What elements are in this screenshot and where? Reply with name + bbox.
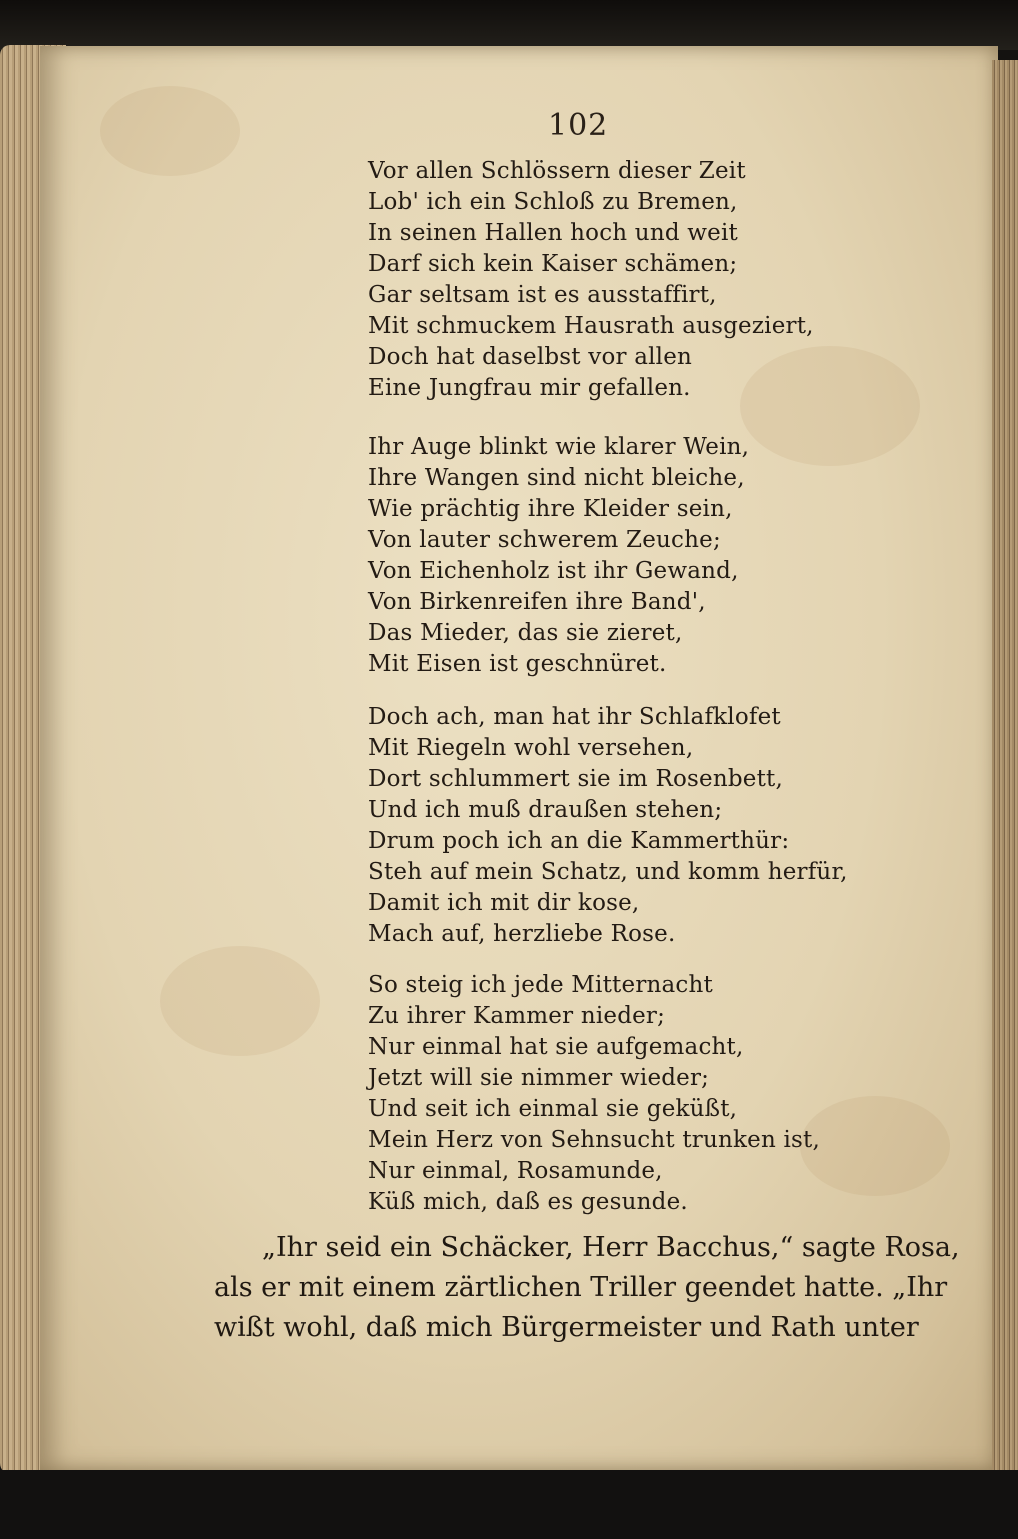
poem-line: Drum poch ich an die Kammerthür: <box>368 828 790 854</box>
paper-stain <box>740 346 920 466</box>
poem-line: Nur einmal, Rosamunde, <box>368 1158 663 1184</box>
paper-stain <box>160 946 320 1056</box>
book-page-edges-right <box>992 60 1018 1470</box>
poem-line: Wie prächtig ihre Kleider sein, <box>368 496 733 522</box>
poem-line: In seinen Hallen hoch und weit <box>368 220 738 246</box>
poem-line: So steig ich jede Mitternacht <box>368 972 713 998</box>
poem-line: Ihre Wangen sind nicht bleiche, <box>368 465 745 491</box>
poem-line: Mit Eisen ist geschnüret. <box>368 651 667 677</box>
poem-line: Mit schmuckem Hausrath ausgeziert, <box>368 313 814 339</box>
scan-background-bottom <box>0 1470 1018 1539</box>
poem-line: Darf sich kein Kaiser schämen; <box>368 251 738 277</box>
poem-line: Damit ich mit dir kose, <box>368 890 640 916</box>
poem-line: Steh auf mein Schatz, und komm herfür, <box>368 859 848 885</box>
prose-line: „Ihr seid ein Schäcker, Herr Bacchus,“ sagte Rosa, <box>262 1232 960 1263</box>
poem-line: Jetzt will sie nimmer wieder; <box>368 1065 710 1091</box>
poem-line: Von Eichenholz ist ihr Gewand, <box>368 558 739 584</box>
poem-line: Mit Riegeln wohl versehen, <box>368 735 694 761</box>
poem-line: Mein Herz von Sehnsucht trunken ist, <box>368 1127 821 1153</box>
poem-line: Doch hat daselbst vor allen <box>368 344 693 370</box>
poem-line: Eine Jungfrau mir gefallen. <box>368 375 691 401</box>
poem-line: Dort schlummert sie im Rosenbett, <box>368 766 783 792</box>
poem-line: Küß mich, daß es gesunde. <box>368 1189 688 1215</box>
poem-line: Das Mieder, das sie zieret, <box>368 620 683 646</box>
poem-line: Nur einmal hat sie aufgemacht, <box>368 1034 744 1060</box>
poem-line: Doch ach, man hat ihr Schlafklofet <box>368 704 781 730</box>
poem-line: Vor allen Schlössern dieser Zeit <box>368 158 746 184</box>
paper-stain <box>100 86 240 176</box>
poem-line: Von lauter schwerem Zeuche; <box>368 527 721 553</box>
paper-stain <box>800 1096 950 1196</box>
poem-line: Gar seltsam ist es ausstaffirt, <box>368 282 717 308</box>
poem-line: Lob' ich ein Schloß zu Bremen, <box>368 189 738 215</box>
poem-line: Ihr Auge blinkt wie klarer Wein, <box>368 434 750 460</box>
prose-line: als er mit einem zärtlichen Triller geendet hatte. „Ihr <box>214 1272 948 1303</box>
page-number: 102 <box>548 108 609 143</box>
poem-line: Und ich muß draußen stehen; <box>368 797 723 823</box>
poem-line: Und seit ich einmal sie geküßt, <box>368 1096 738 1122</box>
poem-line: Von Birkenreifen ihre Band', <box>368 589 706 615</box>
prose-line: wißt wohl, daß mich Bürgermeister und Rath unter <box>214 1312 919 1343</box>
poem-line: Zu ihrer Kammer nieder; <box>368 1003 666 1029</box>
poem-line: Mach auf, herzliebe Rose. <box>368 921 676 947</box>
scan-background-top <box>0 0 1018 50</box>
